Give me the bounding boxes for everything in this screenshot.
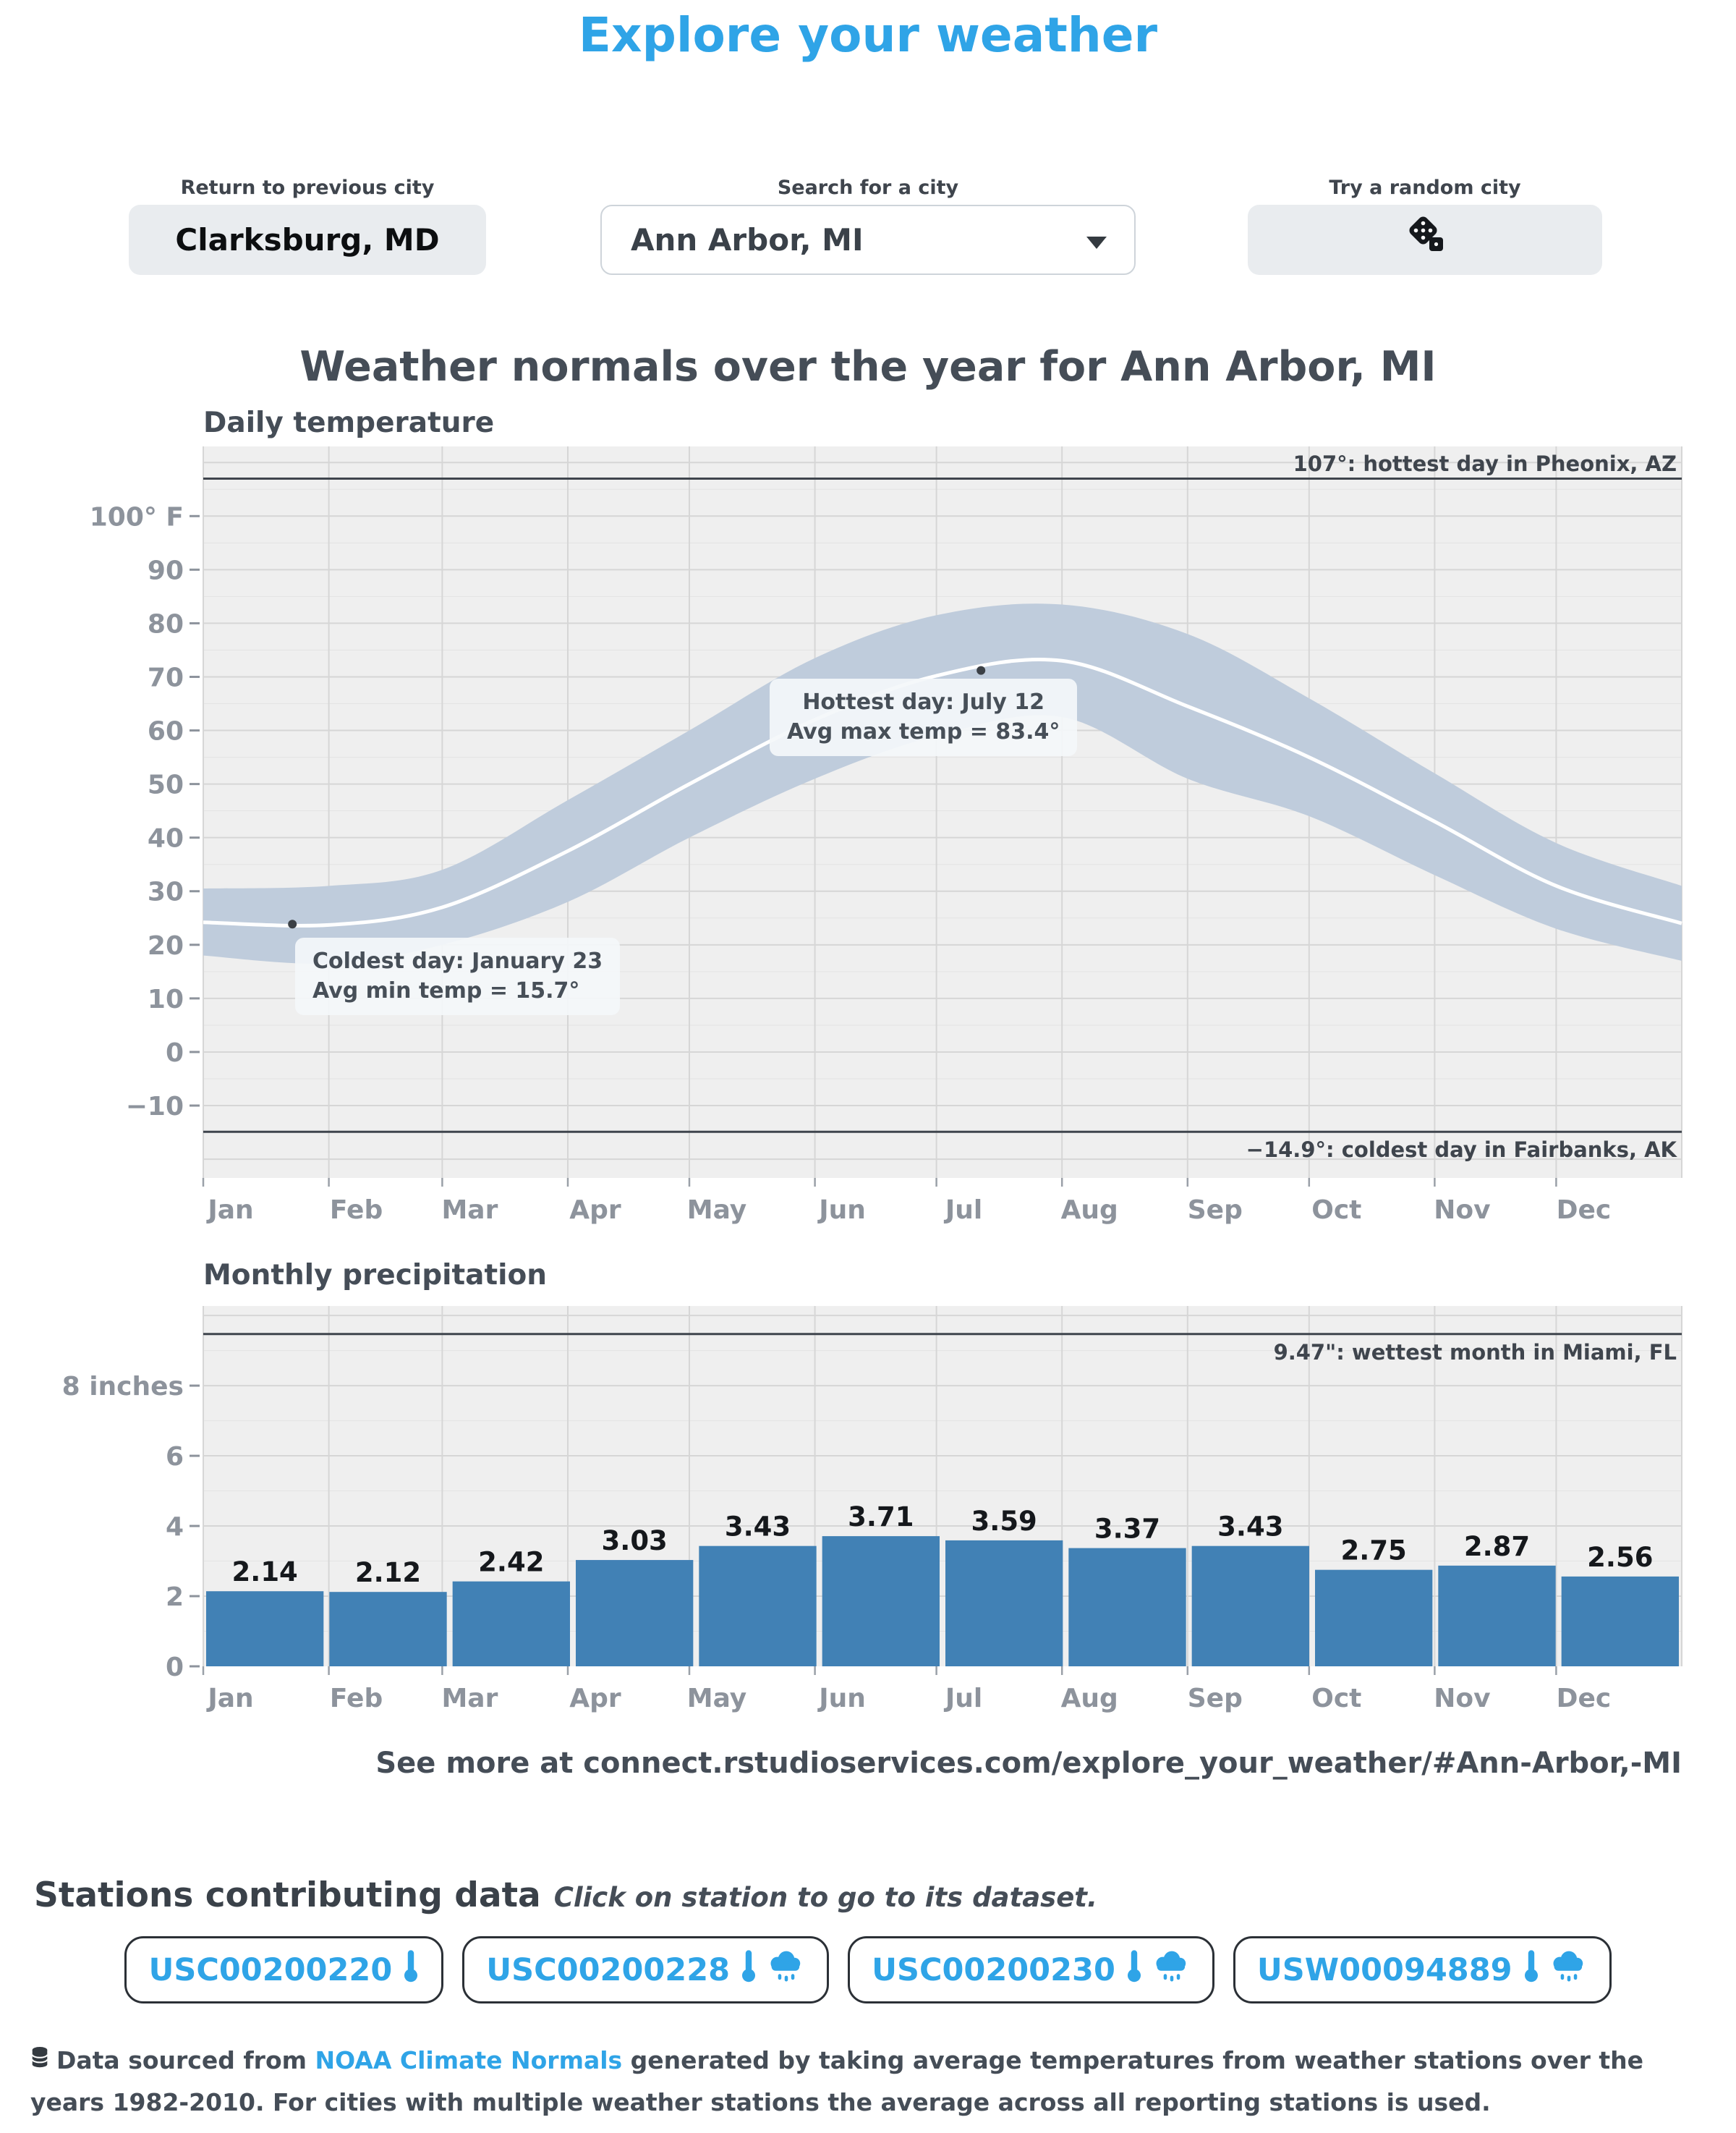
svg-text:Jan: Jan: [208, 1195, 254, 1225]
svg-text:3.37: 3.37: [1094, 1513, 1161, 1545]
station-id: USC00200230: [872, 1951, 1115, 1988]
stations-subheading: Click on station to go to its dataset.: [553, 1882, 1098, 1913]
svg-text:40: 40: [147, 823, 184, 854]
svg-text:50: 50: [147, 770, 184, 800]
svg-text:2.87: 2.87: [1463, 1530, 1531, 1562]
temperature-chart: [0, 405, 1736, 1237]
svg-text:2.14: 2.14: [231, 1556, 298, 1588]
stations-row: [0, 1936, 1736, 2003]
svg-text:4: 4: [165, 1512, 184, 1543]
svg-text:100° F: 100° F: [89, 502, 184, 533]
svg-text:8 inches: 8 inches: [61, 1372, 184, 1402]
wettest-us-annotation: 9.47": wettest month in Miami, FL: [1273, 1340, 1677, 1365]
precip-section-label: Monthly precipitation: [203, 1259, 548, 1292]
rain-cloud-icon: [1550, 1949, 1588, 1990]
hottest-day-line1: Hottest day: July 12: [802, 690, 1045, 715]
station-button-USW00094889[interactable]: [1233, 1936, 1612, 2003]
temp-section-label: Daily temperature: [203, 407, 495, 439]
svg-text:2.42: 2.42: [478, 1546, 545, 1578]
station-button-USC00200230[interactable]: [848, 1936, 1214, 2003]
svg-text:20: 20: [147, 930, 184, 961]
svg-text:Feb: Feb: [329, 1195, 383, 1225]
stations-heading: Stations contributing data: [34, 1875, 541, 1915]
svg-text:Nov: Nov: [1434, 1195, 1491, 1225]
thermometer-icon: [402, 1948, 420, 1991]
svg-text:2.75: 2.75: [1340, 1535, 1407, 1566]
thermometer-icon: [740, 1948, 757, 1991]
station-button-USC00200228[interactable]: [462, 1936, 829, 2003]
svg-text:Feb: Feb: [329, 1684, 383, 1713]
svg-text:May: May: [686, 1195, 747, 1225]
svg-text:70: 70: [147, 663, 184, 693]
svg-text:Oct: Oct: [1311, 1195, 1362, 1225]
svg-text:Dec: Dec: [1556, 1684, 1612, 1713]
svg-text:2.56: 2.56: [1587, 1541, 1654, 1573]
coldest-day-line2: Avg min temp = 15.7°: [312, 978, 580, 1004]
weather-normals-title: Weather normals over the year for Ann Arbor, MI: [299, 343, 1437, 391]
svg-text:Jul: Jul: [945, 1684, 983, 1713]
svg-text:2: 2: [165, 1582, 184, 1613]
dice-icon: [1402, 216, 1448, 264]
svg-text:Sep: Sep: [1187, 1195, 1243, 1225]
chevron-down-icon: [1086, 237, 1107, 249]
svg-text:Nov: Nov: [1434, 1684, 1491, 1713]
footer-prefix: Data sourced from: [56, 2046, 315, 2074]
svg-text:6: 6: [165, 1442, 184, 1472]
svg-text:Aug: Aug: [1060, 1195, 1118, 1225]
rain-cloud-icon: [767, 1949, 805, 1990]
svg-text:60: 60: [147, 716, 184, 747]
noaa-link[interactable]: NOAA Climate Normals: [315, 2046, 623, 2074]
svg-text:10: 10: [147, 984, 184, 1014]
random-city-button[interactable]: [1248, 205, 1602, 275]
coldest-day-line1: Coldest day: January 23: [312, 949, 603, 974]
svg-text:90: 90: [147, 556, 184, 586]
coldest-us-annotation: −14.9°: coldest day in Fairbanks, AK: [1246, 1137, 1677, 1162]
city-select-value: Ann Arbor, MI: [631, 222, 864, 258]
station-id: USC00200220: [148, 1951, 393, 1988]
footer-suffix: generated by taking average temperatures from weather stations over the years 1982-2010. For cities with multiple weather stations the average across all reporting stations is used.: [30, 2046, 1644, 2116]
search-city-label: Search for a city: [777, 177, 959, 199]
svg-text:Apr: Apr: [569, 1684, 621, 1713]
svg-text:3.03: 3.03: [601, 1525, 668, 1557]
svg-text:Dec: Dec: [1556, 1195, 1612, 1225]
svg-text:May: May: [686, 1684, 747, 1713]
previous-city-button[interactable]: Clarksburg, MD: [129, 205, 486, 275]
svg-text:−10: −10: [125, 1092, 184, 1122]
svg-text:30: 30: [147, 877, 184, 907]
svg-text:Apr: Apr: [569, 1195, 621, 1225]
svg-text:2.12: 2.12: [354, 1557, 422, 1589]
svg-text:Jun: Jun: [819, 1195, 866, 1225]
svg-text:Jan: Jan: [208, 1684, 254, 1713]
thermometer-icon: [1126, 1948, 1143, 1991]
svg-text:Mar: Mar: [441, 1195, 498, 1225]
coldest-day-tooltip: [295, 938, 620, 1015]
station-id: USW00094889: [1256, 1951, 1512, 1988]
thermometer-icon: [1523, 1948, 1540, 1991]
station-button-USC00200220[interactable]: [124, 1936, 443, 2003]
station-id: USC00200228: [486, 1951, 731, 1988]
previous-city-label: Return to previous city: [180, 177, 435, 199]
svg-text:3.43: 3.43: [1217, 1511, 1284, 1543]
svg-text:3.71: 3.71: [848, 1501, 914, 1533]
see-more-text: See more at connect.rstudioservices.com/explore_your_weather/#Ann-Arbor,-MI: [375, 1747, 1682, 1780]
database-icon: [30, 2041, 49, 2082]
data-source-footer: [30, 2040, 1709, 2123]
svg-text:Oct: Oct: [1311, 1684, 1362, 1713]
hottest-day-line2: Avg max temp = 83.4°: [787, 719, 1060, 745]
svg-text:Mar: Mar: [441, 1684, 498, 1713]
svg-text:Sep: Sep: [1187, 1684, 1243, 1713]
hottest-us-annotation: 107°: hottest day in Pheonix, AZ: [1293, 451, 1677, 476]
svg-text:80: 80: [147, 609, 184, 640]
rain-cloud-icon: [1153, 1949, 1191, 1990]
svg-text:Jun: Jun: [819, 1684, 866, 1713]
svg-text:Jul: Jul: [945, 1195, 983, 1225]
svg-text:0: 0: [165, 1038, 184, 1068]
city-select[interactable]: [600, 205, 1136, 275]
svg-text:3.43: 3.43: [724, 1511, 791, 1543]
svg-text:0: 0: [165, 1653, 184, 1682]
page-title: Explore your weather: [578, 7, 1158, 63]
svg-text:Aug: Aug: [1060, 1684, 1118, 1713]
random-city-label: Try a random city: [1329, 177, 1521, 199]
hottest-day-tooltip: [770, 679, 1077, 756]
svg-text:3.59: 3.59: [971, 1505, 1037, 1537]
